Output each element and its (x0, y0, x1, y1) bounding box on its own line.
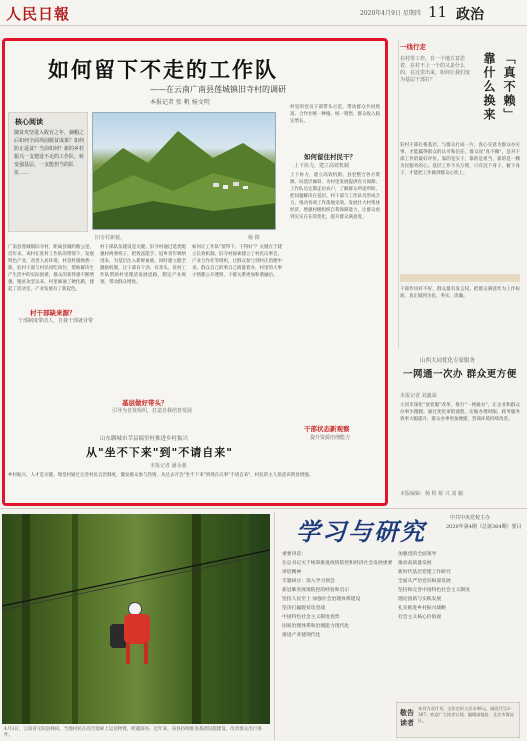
newspaper-header (0, 0, 527, 26)
list-item[interactable]: 在总书记关于统筹推进疫情防控和经济社会发展重要讲话精神 (282, 561, 393, 575)
article-headline: 如何留下不走的工作队 (48, 57, 278, 82)
sidebar-sub: 提升资源治理能力 (310, 435, 351, 441)
list-item[interactable]: 加强党的全面领导 (398, 552, 437, 557)
body-column-3: 如何让工作队"留得下、干得好"？关键在于建立长效机制。旧寺村探索建立了村民议事会、产业合作社等组织，让群众参与到村庄治理中来。群众自己的事自己商量着办，村里的大事小情都公开透明，干群关系更加和谐融洽。 (192, 245, 282, 278)
list-item[interactable]: 重要讲话： (282, 552, 306, 557)
horizontal-divider (0, 508, 527, 509)
section-head-2: 如何留住村民干？ (304, 153, 356, 161)
column-title-1: 靠什么换来 (482, 52, 496, 122)
section-sub-3: 引导为自发组织，打造自我培育发展 (112, 408, 193, 414)
summary-box (8, 112, 88, 232)
list-item[interactable]: 坚持人民至上 加强社会治理体系建设 (282, 597, 361, 602)
person-on-zipline (110, 602, 166, 666)
page-editors: 本版编辑：杨 程 蔡 兴 刘 颖 (400, 491, 463, 497)
list-item[interactable]: 中国特色社会主义制度优势 (282, 615, 340, 620)
publication-date: 2020年4月9日 星期四 (360, 10, 421, 17)
list-item[interactable]: 扎实推进乡村振兴战略 (398, 606, 446, 611)
study-publisher: 中共中央党校主办 (450, 515, 491, 521)
section-name: 政治 (456, 7, 484, 23)
inner-article-headline: 从"坐不下来"到"不请自来" (86, 446, 233, 459)
study-section-title: 学习与研究 (296, 517, 426, 546)
list-item[interactable]: 全面从严治党向纵深发展 (398, 579, 451, 584)
list-item[interactable]: 推动高质量发展 (398, 561, 432, 566)
column-body: 驻村干部扎根基层，与群众打成一片，真心实意为群众办实事，才能赢得群众的认可和信任。群众说"真不赖"，是对干部工作的最好评价。靠的是实干，靠的是担当，靠的是一颗为民服务的心。基层工作千头万绪，只有沉下身子、俯下身子，才能把工作做到群众心坎上。 (400, 143, 520, 176)
list-item[interactable]: 推进产业链现代化 (282, 633, 321, 638)
list-item[interactable]: 新时代基层党建工作研究 (398, 570, 451, 575)
list-item[interactable]: 社会主义核心价值观 (398, 615, 442, 620)
body-column-1: 广南县莲城镇旧寺村，距离县城约数公里。近年来，该村在驻村工作队的带领下，发展特色产业，改善人居环境，村容村貌焕然一新。驻村干部与村民同吃同住，帮助解决生产生活中的实际困难，群众的获得感不断增强。脱贫攻坚以来，村里修通了硬化路，建起了活动室，产业发展有了新起色。 (8, 245, 94, 292)
study-list-left (282, 550, 394, 640)
study-list-right (398, 550, 520, 622)
sidebar-head: 干部状态新观察 (304, 425, 350, 433)
vertical-divider (274, 512, 275, 740)
summary-text: 随贫攻坚进入收官之年，摘帽之后如何全面巩固脱贫成果？如何防止返贫？当前如何？新的乡村振兴一支建设不走的工作队，转变强基层，一支能担当的队伍…… (14, 130, 85, 176)
list-item[interactable]: 国家治理体系和治理能力现代化 (282, 624, 350, 629)
section-sub-1: 干部制度带动人，自我干部就业带 (18, 318, 94, 324)
mountain-scene (93, 113, 276, 230)
list-item[interactable]: 坚决打赢脱贫攻坚战 (282, 606, 326, 611)
inner-article-body: 乡村振兴，人才是关键。瑞堂村通过完善村民自治制度，激发群众参与热情，从过去开会"坐不下来"到现在议事"不请自来"，村民的主人翁意识明显增强。 (8, 473, 314, 478)
village-landscape-photo (92, 112, 276, 230)
second-article-kicker: 山西大同优化专家服务 (420, 358, 476, 364)
photo-credit: 杨 摄 (248, 235, 260, 241)
body-column-4b: 上下协力，建立高效机制。县里整合各方资源，向基层倾斜，为村里发展提供有力保障。工作队员定期走访农户，了解群众所思所盼，把问题解决在基层。村干部与工作队员形成合力，推动各项工作落地见效。发展壮大村集体经济，增强村级组织自我保障能力，让群众看到实实在在的变化，提升群众满意度。 (290, 173, 380, 220)
section-head-1: 村干部缺来源？ (30, 309, 76, 317)
second-article-body: 大同市深化"放管服"改革，推行"一网通办"，让企业和群众办事少跑腿。通过优化审批流程、压缩办理时限，政务服务效率大幅提升，群众办事更加便捷，营商环境持续改善。 (400, 403, 520, 422)
bottom-photo-caption: 4月3日，云南省元阳县梯田，当地村民在高空溜索上运送物资，跨越深谷。近年来，该县持续推进基础设施建设，改善群众出行条件。 (4, 727, 262, 738)
column-body-2: 干部作风好不好，群众最有发言权。把群众满意作为工作标准，真正做到为民、务实、清廉。 (400, 287, 520, 299)
column-teaser: 在村里工作，有一个地方意思着，在村不上一个的又是什么的，在这里出来，如何让我们变为基层干部打？ (400, 56, 471, 83)
article-subhead: ——在云南广南县莲城镇旧寺村的调研 (150, 85, 286, 94)
notice-text: 本刊为双月刊，全年定价人民币48元，邮发代号2-367。欢迎广大读者订阅。编辑部地址：北京市海淀区。 (418, 706, 514, 723)
column-divider-bar (400, 274, 520, 282)
body-column-2: 村干部队伍建设是关键。旧寺村通过选优配强村两委班子，把致富能手、返乡青年吸纳进来，为基层注入新鲜血液。同时建立健全激励机制，让干部有干劲、有奔头。驻村工作队帮助村里理清发展思路，制定产业规划，带动群众增收。 (100, 245, 186, 285)
list-item[interactable]: 理论创新与实践发展 (398, 597, 442, 602)
notice-label: 敬告读者 (400, 708, 414, 727)
section-sub-2: 上下协力，建立高效机制 (294, 163, 350, 169)
page-number: 11 (428, 3, 448, 21)
second-article-title: 一网通一次办 群众更方便 (403, 369, 517, 380)
list-item[interactable]: 坚持和完善中国特色社会主义制度 (398, 588, 470, 593)
inner-article-byline: 本报记者 潘永强 (150, 463, 187, 469)
photo-caption: 旧寺村新貌。 (95, 235, 126, 241)
column-title-2: 「真不赖」 (502, 52, 516, 122)
article-byline: 本报记者 张 帆 杨文明 (150, 99, 210, 106)
summary-title: 核心阅读 (15, 117, 43, 126)
list-item[interactable]: 新冠肺炎疫情防控的经验和启示 (282, 588, 350, 593)
body-column-4a: 村里的党员干部带头示范，带动群众共同致富。合作社统一种植、统一销售，群众收入稳定增长。 (290, 105, 380, 124)
list-item[interactable]: 专题研讨：深入学习领会 (282, 579, 335, 584)
legs (126, 642, 148, 664)
column-flag: 一线行走 (400, 43, 426, 51)
inner-article-kicker: 山东聊城市莘县瑞堂村推进乡村振兴 (100, 436, 189, 442)
study-issue: 2020年第4期（总第364期）要目 (446, 524, 522, 530)
masthead-logo: 人民日報 (6, 5, 71, 23)
second-article-byline: 本报记者 刘鑫焱 (400, 393, 437, 399)
section-head-3: 基层做好带头？ (122, 399, 168, 407)
red-jacket (124, 614, 150, 644)
